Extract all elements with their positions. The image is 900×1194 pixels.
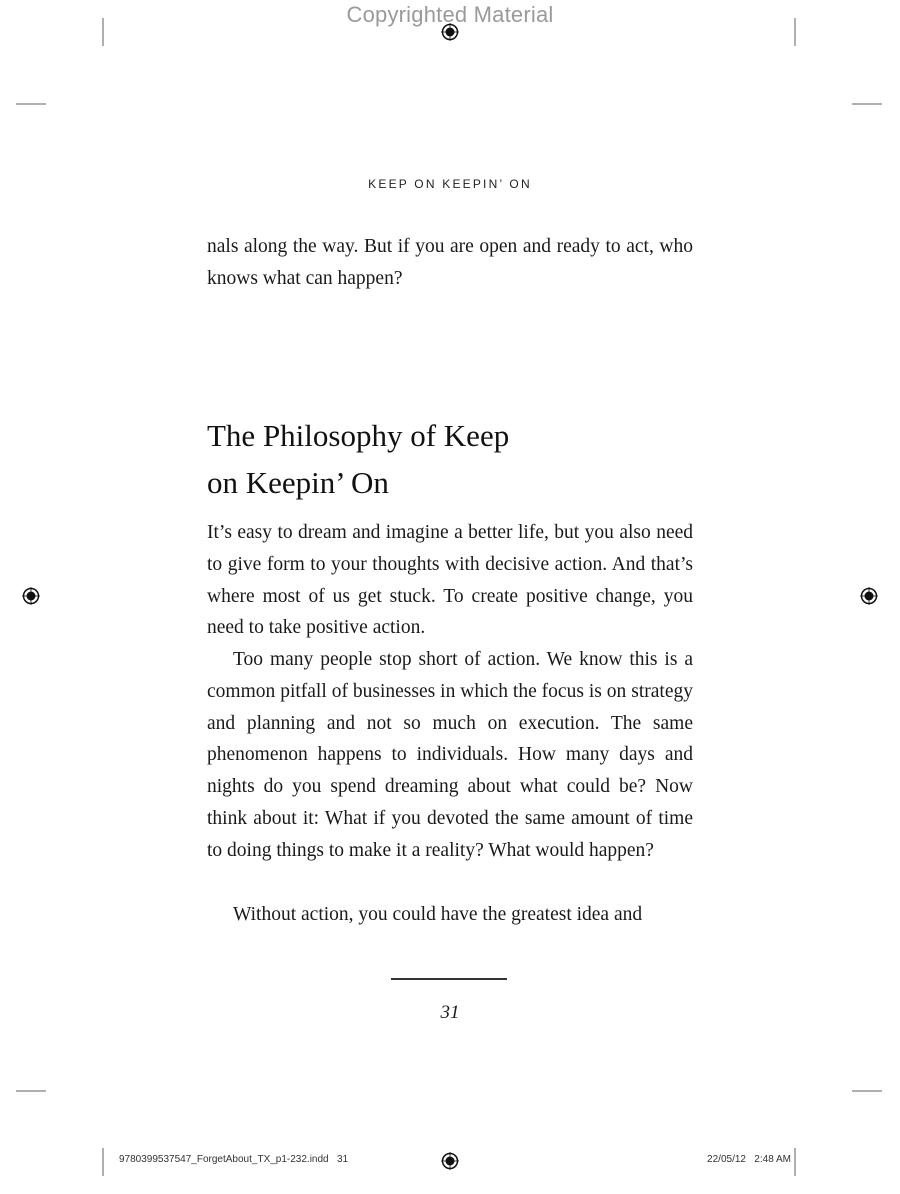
section-heading-line-1: The Philosophy of Keep (207, 418, 510, 453)
section-heading-line-2: on Keepin’ On (207, 465, 389, 500)
section-heading (207, 412, 693, 506)
crop-mark-top-right (794, 18, 796, 46)
registration-mark-top-icon (441, 23, 459, 41)
crop-mark-upper-left (16, 103, 46, 105)
registration-mark-right-icon (860, 587, 878, 605)
copyright-watermark: Copyrighted Material (346, 2, 554, 27)
registration-mark-bottom-icon (441, 1152, 459, 1170)
body-paragraph-2: Too many people stop short of action. We know this is a common pitfall of businesses in which the focus is on strategy and planning and not so much on execution. The same phenomenon happens to individuals. How many days and nights do you spend dreaming about what could be? Now think about it: What if you devoted the same amount of time to doing things to make it a reality? What would happen? (207, 649, 693, 861)
page-number: 31 (440, 1002, 460, 1023)
crop-mark-bottom-right (794, 1148, 796, 1176)
body-paragraph-1: It’s easy to dream and imagine a better life, but you also need to give form to your thoughts with decisive action. And that’s where most of us get stuck. To create positive change, you need to take positive action. (207, 522, 693, 639)
body-paragraph-3: Without action, you could have the greatest idea and (233, 904, 643, 925)
crop-mark-upper-right (852, 103, 882, 105)
slug-file-info: 9780399537547_ForgetAbout_TX_p1-232.indd 31 (119, 1154, 349, 1165)
registration-mark-left-icon (22, 587, 40, 605)
crop-mark-lower-right (852, 1090, 882, 1092)
folio-rule (391, 978, 507, 980)
crop-mark-top-left (102, 18, 104, 46)
running-head: KEEP ON KEEPIN’ ON (368, 177, 532, 191)
slug-datetime: 22/05/12 2:48 AM (707, 1154, 791, 1165)
crop-mark-lower-left (16, 1090, 46, 1092)
carryover-paragraph: nals along the way. But if you are open and ready to act, who knows what can happen? (207, 236, 693, 289)
crop-mark-bottom-left (102, 1148, 104, 1176)
